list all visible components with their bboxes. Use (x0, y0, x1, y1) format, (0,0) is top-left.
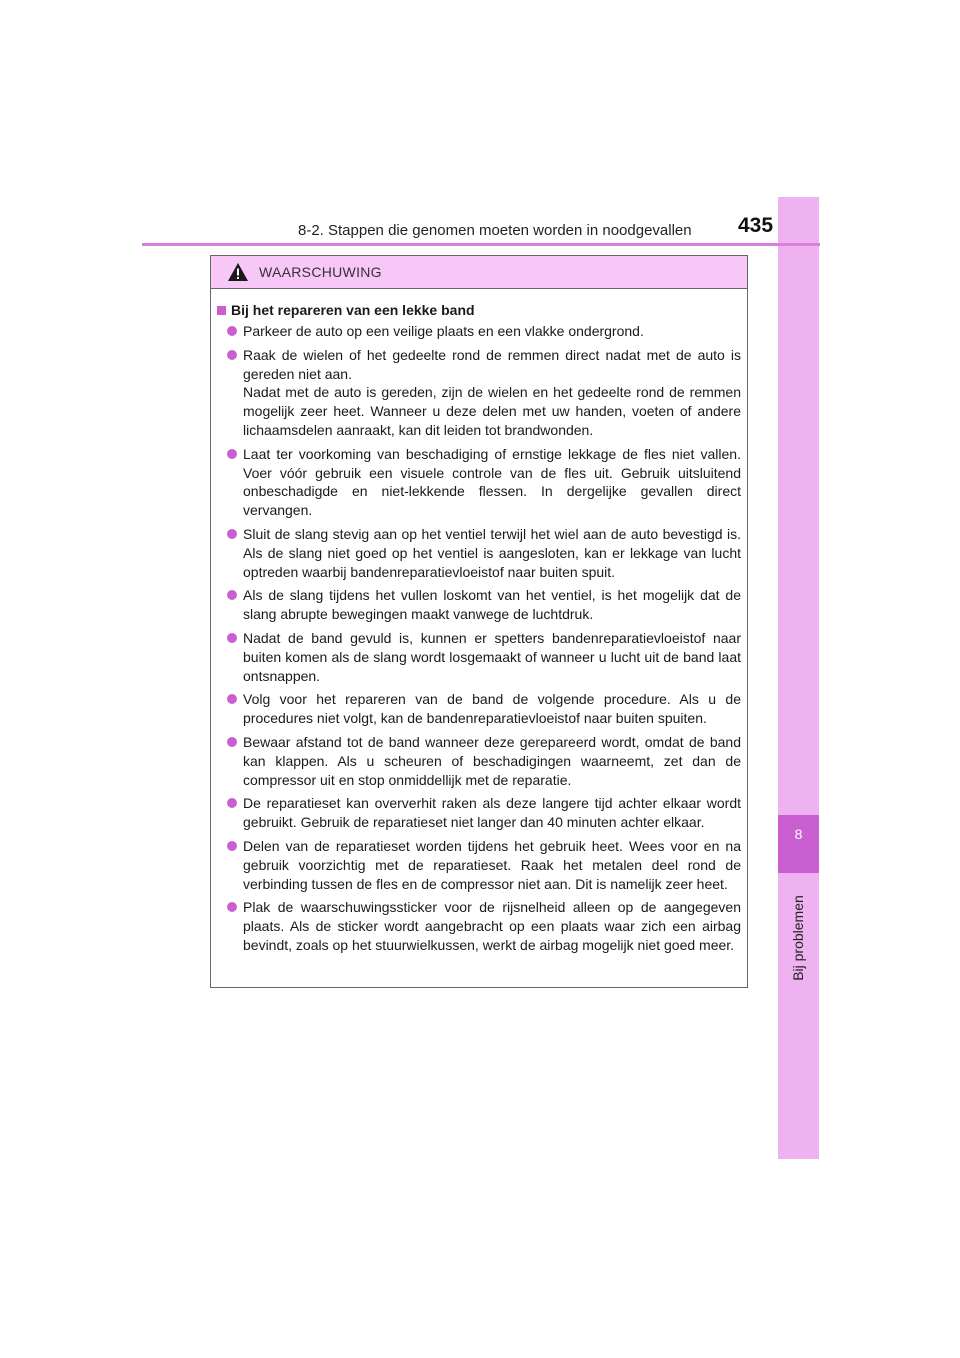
bullet-dot-icon (227, 350, 237, 360)
warning-subheading (217, 302, 741, 318)
list-item-text: Delen van de reparatieset worden tijdens het gebruik heet. Wees voor en na gebruik voorzichtig met de reparatieset. Raak het metalen deel rond de verbinding tussen de fles en de compressor niet aan. Dit is namelijk zeer heet. (243, 837, 741, 892)
bullet-dot-icon (227, 694, 237, 704)
list-item-text: Parkeer de auto op een veilige plaats en een vlakke ondergrond. (243, 323, 644, 339)
list-item-text: Volg voor het repareren van de band de volgende procedure. Als u de procedures niet volgt, kan de bandenreparatievloeistof naar buiten spuiten. (243, 691, 741, 727)
warning-box (210, 255, 748, 988)
list-item-text: Nadat de band gevuld is, kunnen er spetters bandenreparatievloeistof naar buiten komen als de slang wordt losgemaakt of wanneer u lucht uit de band laat ontsnappen. (243, 629, 741, 684)
list-item (217, 629, 741, 685)
bullet-dot-icon (227, 529, 237, 539)
bullet-dot-icon (227, 326, 237, 336)
chapter-tab-active[interactable] (778, 815, 819, 873)
chapter-number: 8 (794, 826, 803, 842)
list-item-text: Laat ter voorkoming van beschadiging of ernstige lekkage de fles niet vallen. Voer vóór gebruik een visuele controle van de fles uit. Gebruik uitsluitend onbeschadigde en niet-lekkende flessen. In dergelijke gevallen direct vervangen. (243, 445, 741, 519)
warning-triangle-icon (227, 262, 249, 282)
chapter-label: Bij problemen (790, 895, 806, 981)
square-bullet-icon (217, 306, 226, 315)
list-item (217, 445, 741, 520)
warning-list (217, 322, 741, 955)
list-item (217, 733, 741, 789)
bullet-dot-icon (227, 798, 237, 808)
list-item-text: Sluit de slang stevig aan op het ventiel terwijl het wiel aan de auto bevestigd is. Als de slang niet goed op het ventiel is aangesloten, kan er lekkage van lucht optreden waarbij bandenreparatievloeistof naar buiten spuit. (243, 525, 741, 580)
bullet-dot-icon (227, 902, 237, 912)
list-item-text: De reparatieset kan oververhit raken als deze langere tijd achter elkaar wordt gebruikt. Gebruik de reparatieset niet langer dan 40 minuten achter elkaar. (243, 795, 741, 831)
list-item (217, 525, 741, 581)
list-item (217, 898, 741, 954)
warning-header (211, 256, 747, 289)
bullet-dot-icon (227, 590, 237, 600)
bullet-dot-icon (227, 449, 237, 459)
list-item (217, 346, 741, 440)
list-item-text: Raak de wielen of het gedeelte rond de remmen direct nadat met de auto is gereden niet aan. Nadat met de auto is gereden, zijn de wielen en het gedeelte rond de remmen mogelijk zeer heet. Wanneer u deze delen met uw handen, voeten of andere lichaamsdelen aanraakt, kan dit leiden tot brandwonden. (243, 346, 741, 438)
list-item-text: Als de slang tijdens het vullen loskomt van het ventiel, is het mogelijk dat de slang abrupte bewegingen maakt vanwege de luchtdruk. (243, 587, 741, 623)
chapter-tab-strip (778, 197, 819, 1159)
list-item (217, 586, 741, 624)
list-item (217, 322, 741, 341)
warning-content (211, 289, 747, 955)
list-item (217, 794, 741, 832)
list-item-text: Plak de waarschuwingssticker voor de rijsnelheid alleen op de aangegeven plaats. Als de sticker wordt aangebracht op een plaats waar zich een airbag bevindt, zoals op het stuurwielkussen, werkt de airbag mogelijk niet goed meer. (243, 899, 741, 953)
list-item (217, 837, 741, 893)
header-rule (142, 243, 820, 246)
list-item-text: Bewaar afstand tot de band wanneer deze gerepareerd wordt, omdat de band kan klappen. Als u scheuren of beschadigingen waarneemt, zet dan de compressor uit en stop onmiddellijk met de reparatie. (243, 733, 741, 788)
bullet-dot-icon (227, 737, 237, 747)
list-item (217, 690, 741, 728)
warning-title: WAARSCHUWING (259, 264, 382, 280)
warning-subheading-text: Bij het repareren van een lekke band (231, 302, 475, 318)
bullet-dot-icon (227, 841, 237, 851)
page-number: 435 (738, 214, 774, 237)
section-title: 8-2. Stappen die genomen moeten worden in noodgevallen (298, 222, 692, 239)
bullet-dot-icon (227, 633, 237, 643)
